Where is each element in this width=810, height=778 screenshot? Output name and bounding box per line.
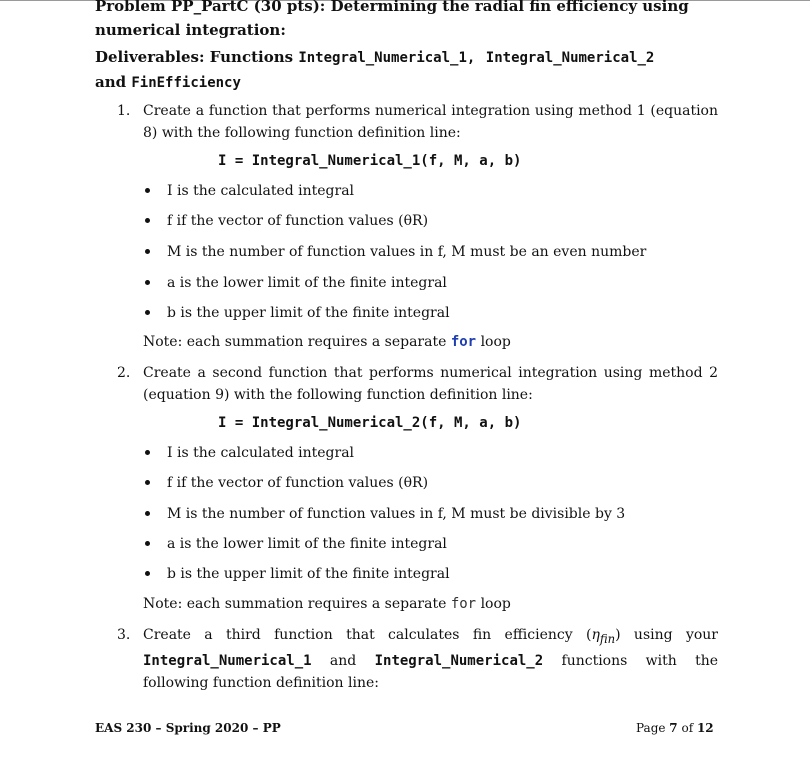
deliverable-fn1: Integral_Numerical_1, — [298, 50, 476, 66]
bullet-dot — [145, 218, 150, 223]
item-1-function-def: I = Integral_Numerical_1(f, M, a, b) — [218, 153, 522, 169]
bullet-dot — [145, 541, 150, 546]
bullet-dot — [145, 511, 150, 516]
eta-subscript: fin — [599, 631, 616, 646]
item-2-function-def: I = Integral_Numerical_2(f, M, a, b) — [218, 415, 522, 431]
deliverable-fn3: FinEfficiency — [131, 75, 241, 91]
deliverable-fn2: Integral_Numerical_2 — [485, 50, 655, 66]
bullet-dot — [145, 280, 150, 285]
item-2-number: 2. — [117, 365, 131, 381]
footer-course: EAS 230 – Spring 2020 – PP — [95, 721, 281, 735]
bullet-dot — [145, 450, 150, 455]
item-3-number: 3. — [117, 627, 131, 643]
bullet-dot — [145, 310, 150, 315]
item-1-text: Create a function that performs numerical integration using method 1 (equation 8) with the following function definition line: — [143, 103, 718, 141]
item-3-text: Create a third function that calculates fin efficiency $(\eta_{fin})$ using your Integral_Numerical_1 and Integral_Numerical_2 functions with the following function definition line: — [143, 627, 719, 691]
bullet-dot — [145, 249, 150, 254]
bullet-dot — [145, 188, 150, 193]
item-1-note: Note: each summation requires a separate for loop — [143, 334, 511, 350]
footer-page-number: Page 7 of 12 — [636, 721, 714, 735]
item-2-text: Create a second function that performs numerical integration using method 2 (equation 9) with the following function definition line: — [143, 365, 718, 403]
problem-title: Problem PP_PartC (30 pts): Determining the radial fin efficiency using numerical integration: — [95, 0, 689, 39]
bullet-dot — [145, 480, 150, 485]
eta-symbol: η — [591, 627, 600, 643]
item-3-fn1: Integral_Numerical_1 — [143, 652, 312, 669]
deliverables-line — [95, 45, 735, 95]
item-1-number: 1. — [117, 103, 131, 119]
deliverables-and: and — [95, 73, 132, 91]
item-3-fn2: Integral_Numerical_2 — [374, 652, 544, 669]
for-keyword: for — [450, 334, 477, 350]
bullet-dot — [145, 571, 150, 576]
item-2-note: Note: each summation requires a separate for loop — [143, 596, 511, 612]
for-keyword: for — [450, 596, 477, 612]
deliverables-prefix: Deliverables: Functions — [95, 48, 299, 66]
document-page: Problem PP_PartC (30 pts): Determining the radial fin efficiency using numerical integration: Deliverables: Functions Integral_Numerical_1, Integral_Numerical_2 and FinEfficiency 1. Create a function that performs numerical integration using method 1 (equation 8) with the following function definition line: I = Integral_Numerical_1(f, M, a, b) I is the calculated integral f if the vector of function values (θR) M is the number of function values in f, M must be an even number a is the lower limit of the finite integral b is the upper limit of the finite integral Note: each summation requires a separate for loop 2. Create a second function that performs numerical integration using method 2 (equation 9) with the following function definition line: I = Integral_Numerical_2(f, M, a, b) I is the calculated integral f if the vector of function values (θR) M is the number of function values in f, M must be divisible by 3 a is the lower limit of the finite integral b is the upper limit of the finite integral Note: each summation requires a separate for loop 3. Create a third function that calculates fin efficiency $(\eta_{fin})$ using your Integral_Numerical_1 and Integral_Numerical_2 functions with the following function definition line: EAS 230 – Spring 2020 – PP Page 7 of 12 — [0, 0, 810, 778]
